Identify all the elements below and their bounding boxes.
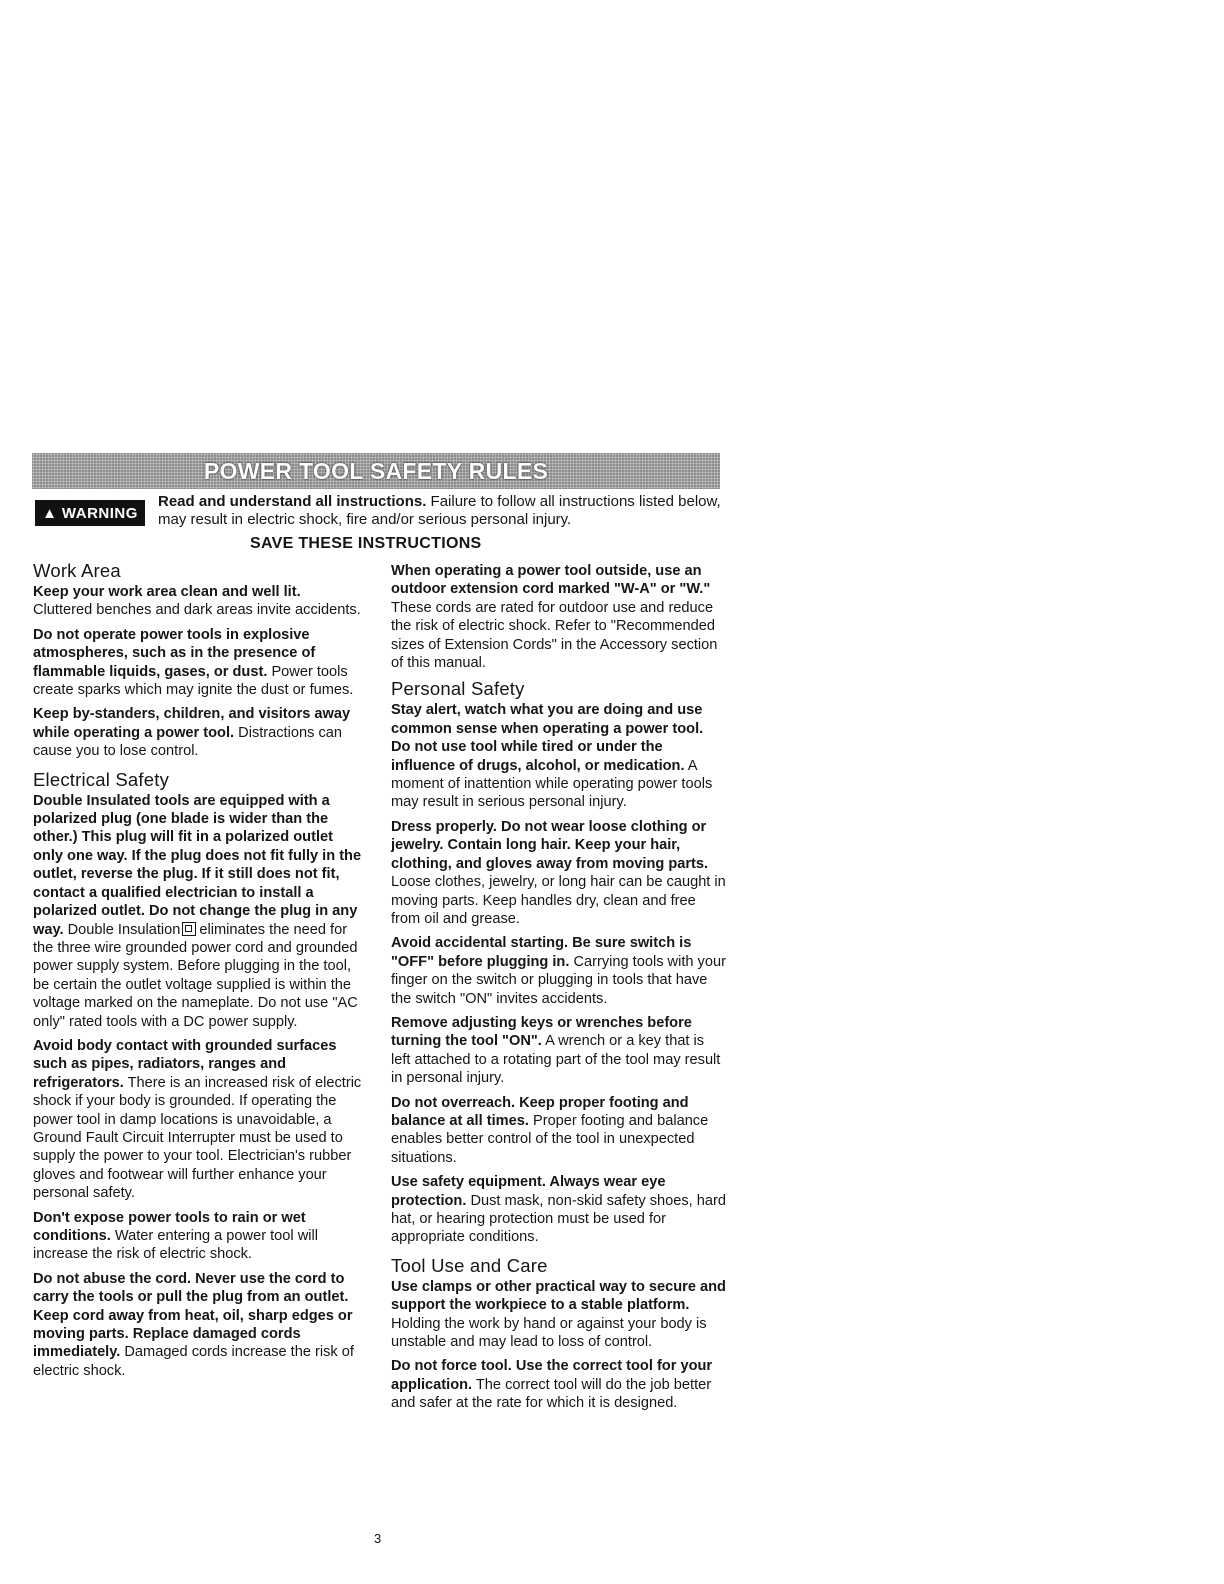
rule-bold: Dress properly. Do not wear loose clothing or jewelry. Contain long hair. Keep your hair, clothing, and gloves away from moving parts. xyxy=(391,818,709,872)
rule-text: Double Insulation xyxy=(67,921,181,938)
work-area-heading: Work Area xyxy=(33,560,121,581)
warning-badge xyxy=(35,500,145,526)
warning-lead: Read and understand all instructions. xyxy=(158,493,427,510)
outdoor-rule xyxy=(391,562,726,672)
rule-bold: When operating a power tool outside, use an outdoor extension cord marked "W-A" or "W." xyxy=(391,563,711,598)
rule-text: These cords are rated for outdoor use and reduce the risk of electric shock. Refer to "Recommended sizes of Extension Cords" in the Accessory section of this manual. xyxy=(391,599,718,672)
personal-rule xyxy=(391,818,726,928)
personal-rule xyxy=(391,701,726,811)
electrical-rule xyxy=(33,1270,363,1380)
left-column xyxy=(33,560,363,1386)
rule-bold: Use safety equipment. Always wear eye protection. xyxy=(391,1174,666,1209)
save-instructions: SAVE THESE INSTRUCTIONS xyxy=(250,535,482,552)
electrical-rule xyxy=(33,1037,363,1203)
tool-use-rule xyxy=(391,1357,726,1412)
rule-text: A wrench or a key that is left attached to a rotating part of the tool may result in personal injury. xyxy=(391,1033,721,1087)
personal-rule xyxy=(391,1014,726,1088)
rule-bold: Keep your work area clean and well lit. xyxy=(33,584,301,600)
rule-bold: Do not overreach. Keep proper footing and balance at all times. xyxy=(391,1094,689,1129)
page-number: 3 xyxy=(374,1531,382,1546)
rule-bold: Do not force tool. Use the correct tool for your application. xyxy=(391,1358,713,1393)
right-column xyxy=(391,560,726,1419)
work-area-rule xyxy=(33,626,363,700)
rule-bold: Double Insulated tools are equipped with a polarized plug (one blade is wider than the other.) This plug will fit in a polarized outlet only one way. If the plug does not fit fully in the outlet, reverse the plug. If it still does not fit, contact a qualified electrician to install a polarized outlet. Do not change the plug in any way. xyxy=(33,792,362,938)
rule-text: Loose clothes, jewelry, or long hair can be caught in moving parts. Keep handles dry, clean and free from oil and grease. xyxy=(391,874,726,927)
personal-rule xyxy=(391,1094,726,1168)
warning-badge-label: WARNING xyxy=(61,504,138,522)
rule-text: There is an increased risk of electric shock if your body is grounded. If operating the power tool in damp locations is unavoidable, a Ground Fault Circuit Interrupter must be used to supply the power to your tool. Electrician's rubber gloves and footwear will further enhance your personal safety. xyxy=(33,1074,362,1202)
rule-text: Cluttered benches and dark areas invite accidents. xyxy=(33,602,361,619)
rule-text: Water entering a power tool will increase the risk of electric shock. xyxy=(33,1228,318,1263)
rule-text: Dust mask, non-skid safety shoes, hard hat, or hearing protection must be used for appropriate conditions. xyxy=(391,1192,726,1246)
double-insulation-icon xyxy=(182,922,196,936)
rule-text: Proper footing and balance enables better control of the tool in unexpected situations. xyxy=(391,1112,709,1166)
rule-text: eliminates the need for the three wire grounded power cord and grounded power supply system. Before plugging in the tool, be certain the outlet voltage supplied is within the voltage marked on the nameplate. Do not use "AC only" rated tools with a DC power supply. xyxy=(33,921,358,1030)
electrical-rule xyxy=(33,792,363,1031)
rule-text: The correct tool will do the job better and safer at the rate for which it is designed. xyxy=(391,1376,712,1412)
personal-rule xyxy=(391,1173,726,1247)
rule-bold: Remove adjusting keys or wrenches before turning the tool "ON". xyxy=(391,1014,692,1050)
personal-rule xyxy=(391,934,726,1008)
warning-triangle-icon: ▲ xyxy=(42,504,57,522)
banner-title: POWER TOOL SAFETY RULES xyxy=(203,457,549,484)
work-area-rule xyxy=(33,705,363,760)
tool-use-care-heading: Tool Use and Care xyxy=(391,1254,548,1276)
warning-body: Failure to follow all instructions listed below, may result in electric shock, fire and/or serious personal injury. xyxy=(158,493,721,528)
personal-safety-heading: Personal Safety xyxy=(391,678,525,700)
section-banner xyxy=(32,453,720,489)
rule-bold: Use clamps or other practical way to secure and support the workpiece to a stable platform. xyxy=(391,1278,726,1314)
rule-text: Distractions can cause you to lose control. xyxy=(33,724,342,760)
electrical-safety-heading: Electrical Safety xyxy=(33,768,170,790)
electrical-rule xyxy=(33,1209,363,1264)
work-area-rule xyxy=(33,583,363,620)
rule-text: Damaged cords increase the risk of electric shock. xyxy=(33,1344,354,1379)
rule-text: A moment of inattention while operating power tools may result in serious personal injury. xyxy=(391,757,713,811)
rule-text: Power tools create sparks which may ignite the dust or fumes. xyxy=(33,663,354,699)
rule-bold: Keep by-standers, children, and visitors away while operating a power tool. xyxy=(33,706,351,741)
rule-text: Carrying tools with your finger on the switch or plugging in tools that have the switch "ON" invites accidents. xyxy=(391,953,726,1007)
rule-bold: Stay alert, watch what you are doing and use common sense when operating a power tool. Do not use tool while tired or under the influence of drugs, alcohol, or medication. xyxy=(391,702,704,774)
rule-bold: Avoid accidental starting. Be sure switch is "OFF" before plugging in. xyxy=(391,935,692,970)
rule-bold: Do not abuse the cord. Never use the cord to carry the tools or pull the plug from an outlet. Keep cord away from heat, oil, sharp edges or moving parts. Replace damaged cords immediately. xyxy=(33,1270,353,1361)
rule-bold: Avoid body contact with grounded surfaces such as pipes, radiators, ranges and refrigerators. xyxy=(33,1037,337,1091)
warning-message xyxy=(158,493,728,529)
tool-use-rule xyxy=(391,1278,726,1352)
rule-bold: Do not operate power tools in explosive atmospheres, such as in the presence of flammable liquids, gases, or dust. xyxy=(33,626,316,680)
rule-bold: Don't expose power tools to rain or wet conditions. xyxy=(33,1209,306,1244)
rule-text: Holding the work by hand or against your body is unstable and may lead to loss of control. xyxy=(391,1315,707,1351)
